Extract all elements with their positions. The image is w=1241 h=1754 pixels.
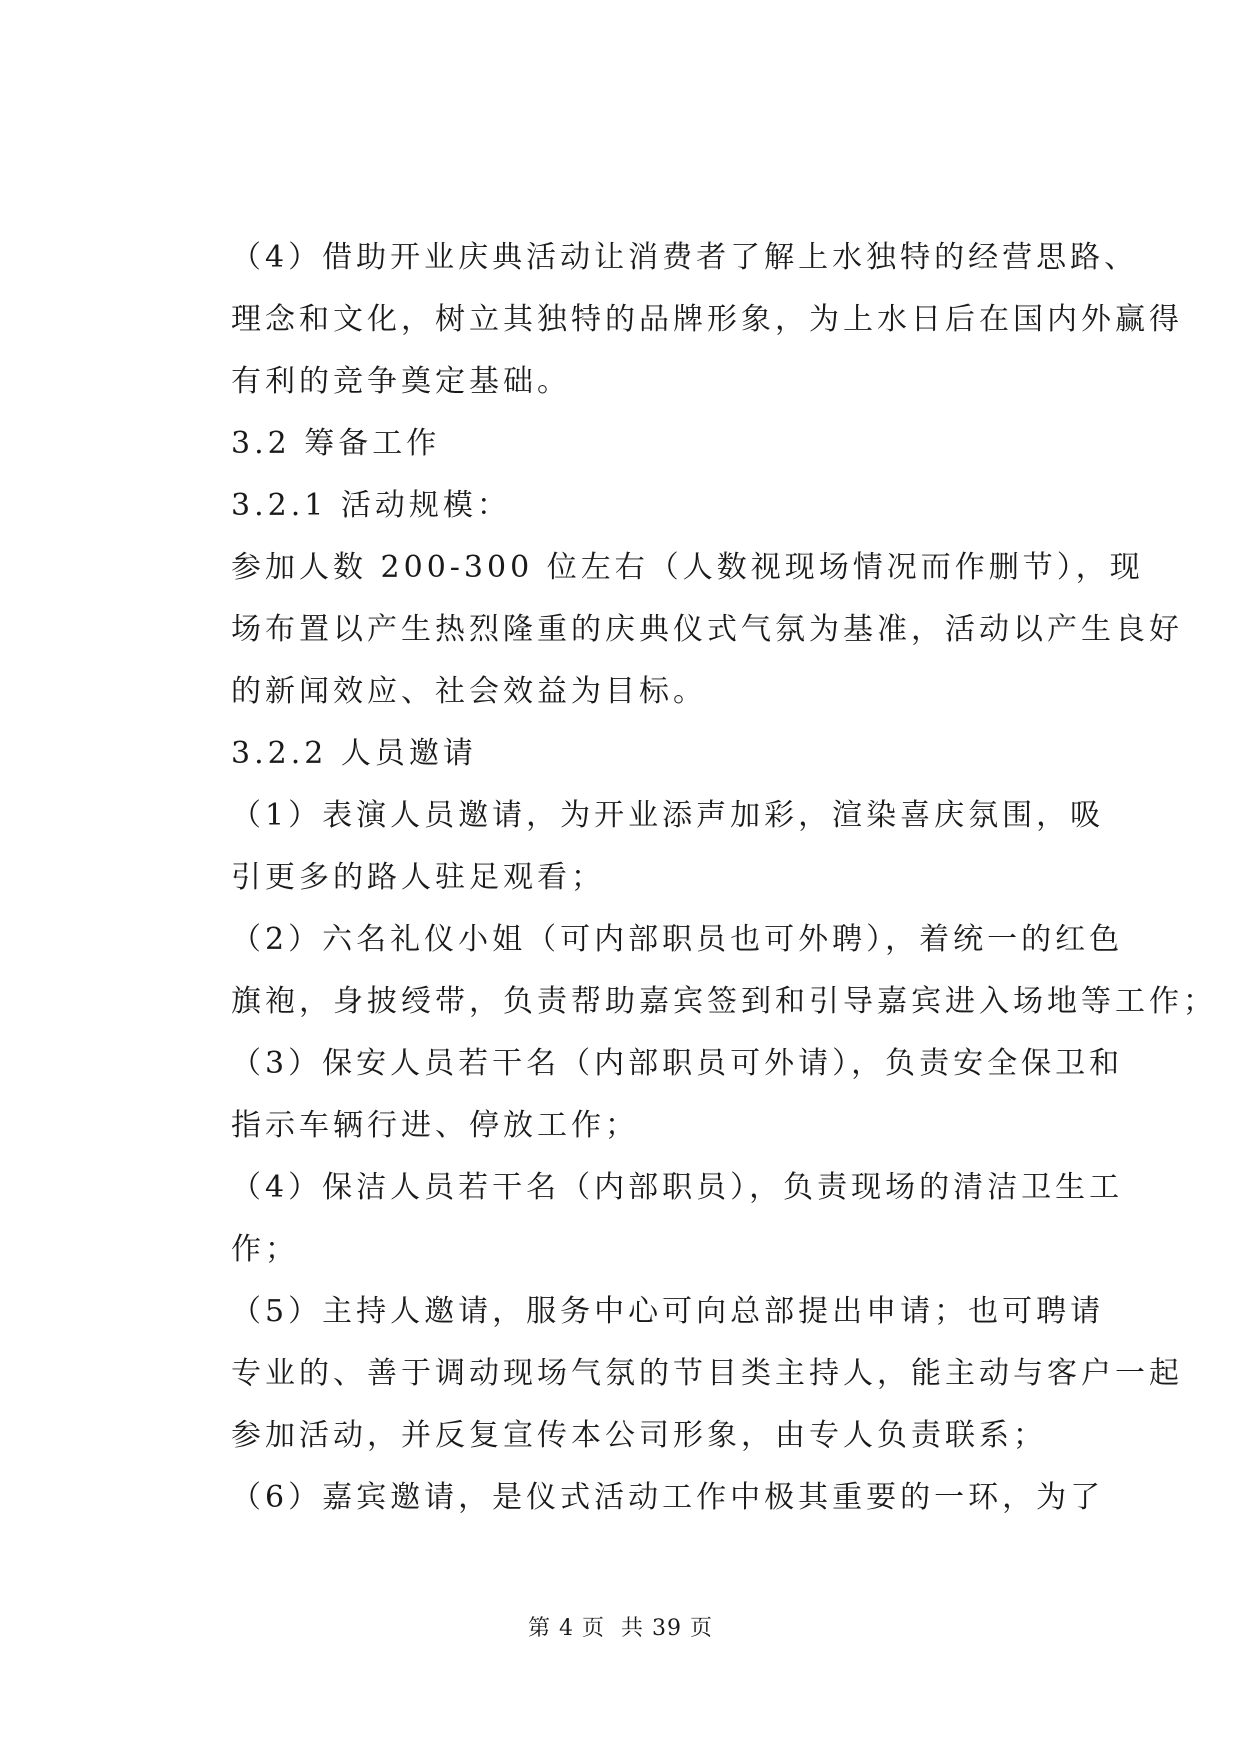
paragraph-invite-5 — [163, 1281, 1183, 1467]
text-line: 引更多的路人驻足观看； — [231, 860, 605, 895]
section-heading-3-2-2 — [163, 723, 1088, 785]
text-line: （4）保洁人员若干名（内部职员），负责现场的清洁卫生工 — [231, 1170, 1124, 1205]
text-line: 的新闻效应、社会效益为目标。 — [231, 674, 707, 709]
text-line: 指示车辆行进、停放工作； — [231, 1108, 639, 1143]
section-heading-3-2-1 — [163, 475, 1088, 537]
text-line: （3）保安人员若干名（内部职员可外请），负责安全保卫和 — [231, 1046, 1124, 1081]
text-line: 参加活动，并反复宣传本公司形象，由专人负责联系； — [231, 1418, 1047, 1453]
text-line: 有利的竞争奠定基础。 — [231, 364, 571, 399]
heading-text: 3.2 筹备工作 — [231, 426, 441, 461]
page-number-label: 第 4 页 共 39 页 — [528, 1616, 713, 1641]
document-body — [163, 227, 1217, 1529]
heading-text: 3.2.1 活动规模： — [231, 488, 511, 523]
text-line: 参加人数 200-300 位左右（人数视现场情况而作删节），现 — [231, 550, 1144, 585]
text-line: （2）六名礼仪小姐（可内部职员也可外聘），着统一的红色 — [231, 922, 1124, 957]
paragraph-invite-6 — [163, 1467, 1105, 1529]
paragraph-event-scale — [163, 537, 1183, 723]
paragraph-invite-1 — [163, 785, 1105, 909]
text-line: 专业的、善于调动现场气氛的节目类主持人，能主动与客户一起 — [231, 1356, 1183, 1391]
text-line: （5）主持人邀请，服务中心可向总部提出申请；也可聘请 — [231, 1294, 1105, 1329]
paragraph-invite-3 — [163, 1033, 1124, 1157]
text-line: （6）嘉宾邀请，是仪式活动工作中极其重要的一环，为了 — [231, 1480, 1105, 1515]
page-footer — [0, 1611, 1241, 1642]
text-line: 旗袍，身披绶带，负责帮助嘉宾签到和引导嘉宾进入场地等工作； — [231, 984, 1217, 1019]
text-line: （4）借助开业庆典活动让消费者了解上水独特的经营思路、 — [231, 240, 1139, 275]
text-line: 场布置以产生热烈隆重的庆典仪式气氛为基准，活动以产生良好 — [231, 612, 1183, 647]
paragraph-goal-4 — [163, 227, 1183, 413]
paragraph-invite-2 — [163, 909, 1217, 1033]
text-line: 理念和文化，树立其独特的品牌形象，为上水日后在国内外赢得 — [231, 302, 1183, 337]
section-heading-3-2 — [163, 413, 1088, 475]
paragraph-invite-4 — [163, 1157, 1124, 1281]
text-line: （1）表演人员邀请，为开业添声加彩，渲染喜庆氛围，吸 — [231, 798, 1105, 833]
text-line: 作； — [231, 1232, 299, 1267]
heading-text: 3.2.2 人员邀请 — [231, 736, 477, 771]
